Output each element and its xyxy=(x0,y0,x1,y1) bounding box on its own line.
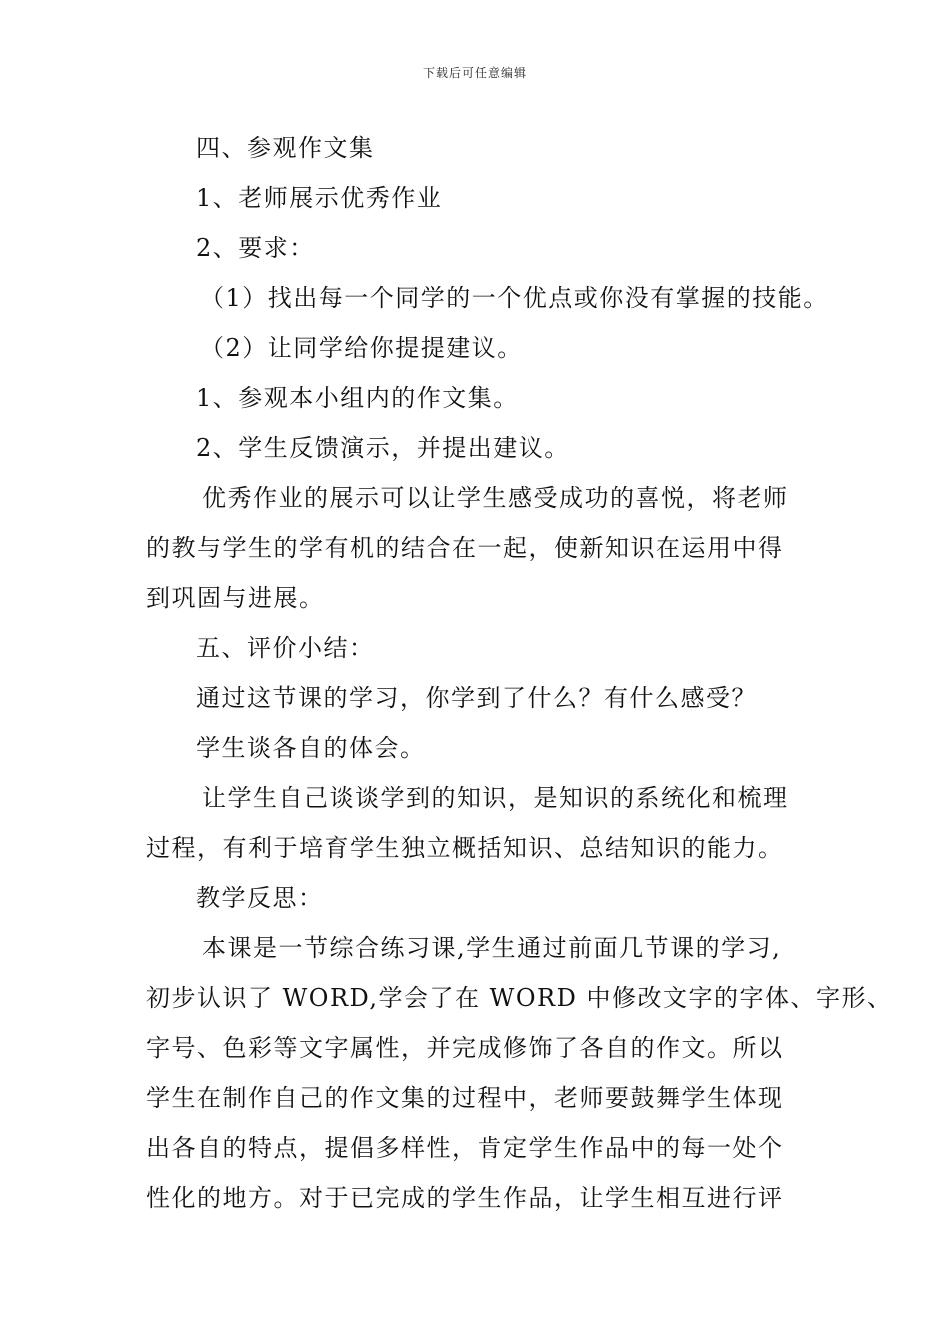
text-line: 初步认识了 WORD,学会了在 WORD 中修改文字的字体、字形、 xyxy=(146,984,893,1012)
text-line: （1）找出每一个同学的一个优点或你没有掌握的技能。 xyxy=(200,284,829,312)
text-line: 优秀作业的展示可以让学生感受成功的喜悦，将老师 xyxy=(202,484,789,512)
document-body xyxy=(146,123,893,1223)
text-line: 学生谈各自的体会。 xyxy=(196,734,426,762)
text-line: 到巩固与进展。 xyxy=(146,584,325,612)
text-line: 2、要求： xyxy=(196,234,315,262)
text-line: 本课是一节综合练习课,学生通过前面几节课的学习, xyxy=(202,934,782,962)
text-line: 过程，有利于培育学生独立概括知识、总结知识的能力。 xyxy=(146,834,784,862)
text-line: 1、参观本小组内的作文集。 xyxy=(196,384,519,412)
text-line: 2、学生反馈演示，并提出建议。 xyxy=(196,434,570,462)
text-line: 的教与学生的学有机的结合在一起，使新知识在运用中得 xyxy=(146,534,784,562)
text-line: 1、老师展示优秀作业 xyxy=(196,184,443,212)
text-line: 出各自的特点，提倡多样性，肯定学生作品中的每一处个 xyxy=(146,1134,784,1162)
text-line: 通过这节课的学习，你学到了什么？有什么感受？ xyxy=(196,684,757,712)
text-line: 性化的地方。对于已完成的学生作品，让学生相互进行评 xyxy=(146,1184,784,1212)
text-line: 字号、色彩等文字属性，并完成修饰了各自的作文。所以 xyxy=(146,1034,784,1062)
text-line: 让学生自己谈谈学到的知识，是知识的系统化和梳理 xyxy=(202,784,789,812)
page-header: 下载后可任意编辑 xyxy=(422,66,527,80)
text-line: 五、评价小结： xyxy=(196,634,375,662)
text-line: 教学反思： xyxy=(196,884,324,912)
text-line: 学生在制作自己的作文集的过程中，老师要鼓舞学生体现 xyxy=(146,1084,784,1112)
text-line: 四、参观作文集 xyxy=(196,134,375,162)
text-line: （2）让同学给你提提建议。 xyxy=(200,334,523,362)
